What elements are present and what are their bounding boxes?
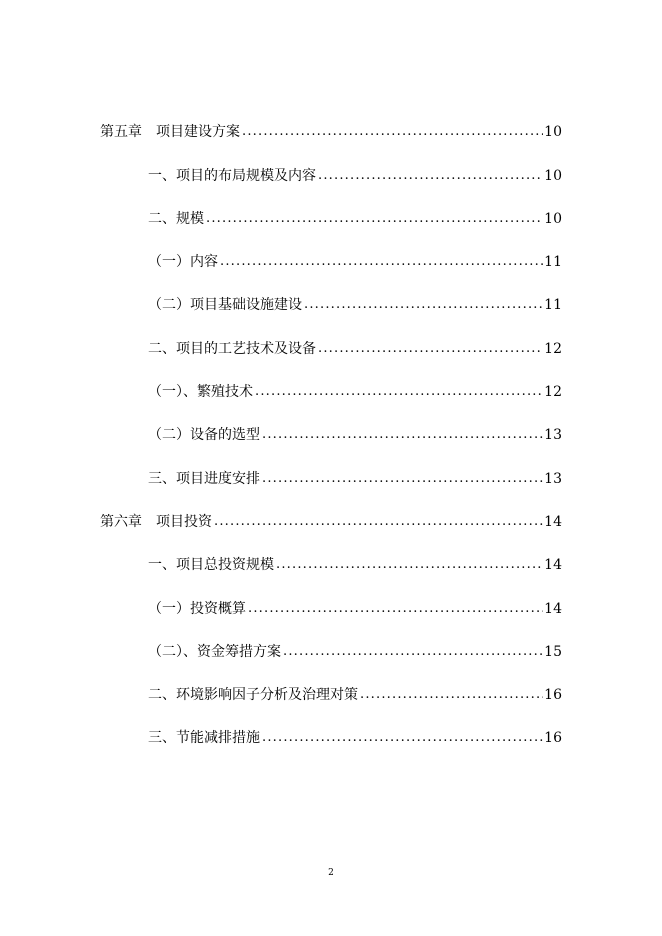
toc-entry-page: 16 [544,730,562,747]
table-of-contents [0,98,662,747]
toc-entry-title: （一）、繁殖技术 [148,384,253,401]
toc-entry-subsection[interactable] [148,358,562,401]
toc-entry-subsection[interactable] [148,228,562,271]
toc-entry-chapter-5[interactable] [100,98,562,141]
toc-entry-title: （一）内容 [148,254,218,271]
toc-dot-leader [206,210,543,228]
toc-entry-title: （一）投资概算 [148,600,246,617]
toc-entry-title: （二）、资金筹措方案 [148,643,281,660]
toc-entry-page: 13 [544,470,562,487]
toc-entry-subsection[interactable] [148,271,562,314]
toc-dot-leader [242,123,543,141]
toc-entry-title: 一、项目的布局规模及内容 [148,167,316,184]
toc-entry-page: 13 [544,427,562,444]
toc-entry-page: 16 [544,687,562,704]
toc-entry-subsection[interactable] [148,618,562,661]
toc-entry-section[interactable] [148,531,562,574]
toc-dot-leader [214,513,543,531]
toc-entry-section[interactable] [148,704,562,747]
toc-entry-page: 10 [544,210,562,227]
toc-dot-leader [360,686,543,704]
toc-dot-leader [248,600,543,618]
toc-dot-leader [304,296,543,314]
toc-dot-leader [220,253,543,271]
page-number: 2 [328,868,334,878]
toc-entry-section[interactable] [148,444,562,487]
toc-entry-title: （二）项目基础设施建设 [148,297,302,314]
toc-entry-subsection[interactable] [148,401,562,444]
toc-entry-section[interactable] [148,314,562,357]
toc-dot-leader [276,556,543,574]
toc-entry-title: 二、环境影响因子分析及治理对策 [148,687,358,704]
toc-entry-title: 第六章 项目投资 [100,513,212,530]
toc-entry-page: 15 [544,643,562,660]
toc-entry-page: 10 [544,167,562,184]
toc-dot-leader [283,643,543,661]
toc-entry-page: 14 [544,513,562,530]
toc-entry-page: 14 [544,557,562,574]
toc-entry-page: 14 [544,600,562,617]
toc-entry-title: 三、项目进度安排 [148,470,260,487]
toc-entry-title: 二、规模 [148,210,204,227]
toc-entry-page: 11 [544,254,562,271]
toc-dot-leader [262,729,543,747]
toc-entry-page: 12 [544,384,562,401]
toc-dot-leader [255,383,543,401]
toc-entry-title: 一、项目总投资规模 [148,557,274,574]
toc-entry-title: 三、节能减排措施 [148,730,260,747]
toc-entry-page: 10 [544,124,562,141]
toc-dot-leader [262,470,543,488]
toc-entry-page: 12 [544,340,562,357]
toc-dot-leader [262,426,543,444]
toc-entry-subsection[interactable] [148,574,562,617]
toc-entry-section[interactable] [148,141,562,184]
toc-entry-title: 二、项目的工艺技术及设备 [148,340,316,357]
toc-dot-leader [318,167,543,185]
toc-entry-title: 第五章 项目建设方案 [100,124,240,141]
toc-dot-leader [318,340,543,358]
toc-entry-section[interactable] [148,185,562,228]
toc-entry-section[interactable] [148,661,562,704]
toc-entry-chapter-6[interactable] [100,488,562,531]
toc-entry-title: （二）设备的选型 [148,427,260,444]
toc-entry-page: 11 [544,297,562,314]
